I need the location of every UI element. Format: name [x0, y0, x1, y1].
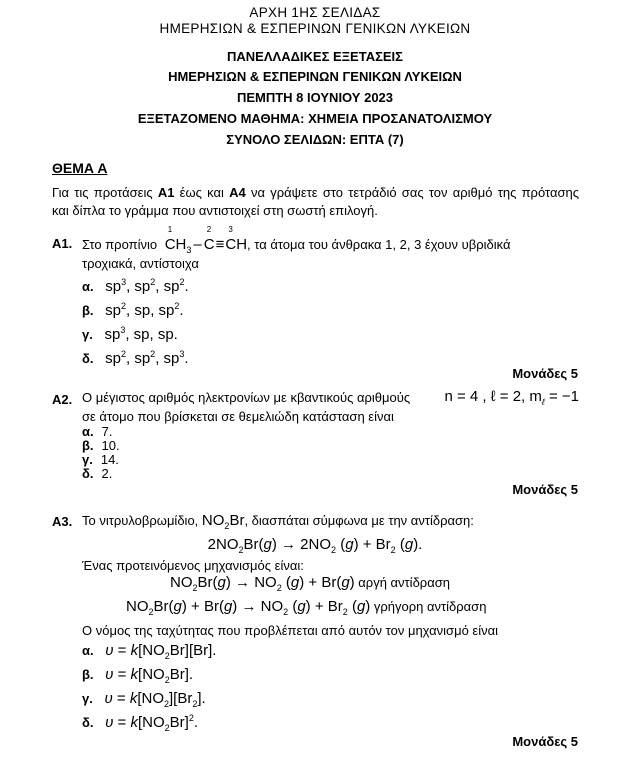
units-a2: Μονάδες 5 — [512, 482, 578, 497]
option-a1-c: γ. $sp^3$, sp, sp. — [82, 325, 178, 343]
option-a2-c: γ. 14. — [82, 452, 119, 467]
exam-schools: ΗΜΕΡΗΣΙΩΝ & ΕΣΠΕΡΙΝΩΝ ΓΕΝΙΚΩΝ ΛΥΚΕΙΩΝ — [168, 69, 462, 84]
quantum-numbers: n = 4 , ℓ = 2, $m_\ell = -1$ — [444, 388, 579, 407]
option-a3-b: β. $\upsilon = k[NO_2Br]$. — [82, 666, 194, 685]
option-a3-c: γ. $\upsilon = k[NO_2][Br_2]$. — [82, 690, 206, 709]
page-header-line2: ΗΜΕΡΗΣΙΩΝ & ΕΣΠΕΡΙΝΩΝ ΓΕΝΙΚΩΝ ΛΥΚΕΙΩΝ — [159, 21, 471, 36]
option-a3-d: δ. $\upsilon = k[NO_2Br]^2$. — [82, 713, 199, 733]
exam-subject: ΕΞΕΤΑΖΟΜΕΝΟ ΜΑΘΗΜΑ: ΧΗΜΕΙΑ ΠΡΟΣΑΝΑΤΟΛΙΣΜΟΥ — [137, 111, 493, 126]
question-a3-text: Το νιτρυλοβρωμίδιο, $NO_2Br$, διασπάται σύμφωνα με την αντίδραση: — [82, 512, 474, 531]
question-a1-number: Α1. — [52, 236, 73, 251]
exam-page-count: ΣΥΝΟΛΟ ΣΕΛΙΔΩΝ: ΕΠΤΑ (7) — [226, 132, 404, 147]
option-a1-b: β. $sp^2$, sp, $sp^2$. — [82, 301, 184, 319]
page-header-line1: ΑΡΧΗ 1ΗΣ ΣΕΛΙΔΑΣ — [249, 5, 381, 20]
units-a1: Μονάδες 5 — [512, 366, 578, 381]
intro-line1: Για τις προτάσεις Α1 έως και Α4 να γράψετε στο τετράδιό σας τον αριθμό της πρότασης — [52, 185, 579, 200]
option-a2-b: β. 10. — [82, 438, 120, 453]
option-a2-a: α. 7. — [82, 424, 113, 439]
overall-reaction: $2NO_2Br(g) \to 2NO_2$ $(g) + Br_2$ (g). — [207, 536, 423, 555]
nitryl-bromide-formula: $NO_2Br$ — [201, 512, 245, 531]
option-a3-a: α. $\upsilon = k[NO_2Br][Br]$. — [82, 642, 217, 661]
rate-law-intro: Ο νόμος της ταχύτητας που προβλέπεται από αυτόν τον μηχανισμό είναι — [82, 623, 498, 638]
option-a1-a: α. $sp^3$, $sp^2$, $sp^2$. — [82, 277, 189, 295]
units-a3: Μονάδες 5 — [512, 734, 578, 749]
theme-heading: ΘΕΜΑ Α — [52, 160, 108, 176]
option-a2-d: δ. 2. — [82, 466, 113, 481]
intro-line2: και δίπλα το γράμμα που αντιστοιχεί στη σωστή επιλογή. — [52, 203, 378, 218]
question-a2-text: Ο μέγιστος αριθμός ηλεκτρονίων με κβαντικούς αριθμούς n = 4 , ℓ = 2, $m_\ell = -1$ — [82, 388, 579, 407]
question-a1-text-line2: τροχιακά, αντίστοιχα — [82, 256, 199, 271]
question-a2-text-line2: σε άτομο που βρίσκεται σε θεμελιώδη κατάσταση είναι — [82, 409, 394, 424]
mechanism-step2: $NO_2Br(g) + Br(g) \to NO_2$ $(g) + Br_2$ (g) γρήγορη αντίδραση — [126, 598, 487, 617]
question-a2-number: Α2. — [52, 392, 73, 407]
mechanism-intro: Ένας προτεινόμενος μηχανισμός είναι: — [82, 558, 304, 573]
propyne-formula: 1 $CH_3$ – 2 C≡ 3 CH — [164, 225, 248, 255]
exam-date: ΠΕΜΠΤΗ 8 ΙΟΥΝΙΟΥ 2023 — [236, 90, 394, 105]
exam-title: ΠΑΝΕΛΛΑΔΙΚΕΣ ΕΞΕΤΑΣΕΙΣ — [227, 49, 403, 64]
option-a1-d: δ. $sp^2$, $sp^2$, $sp^3$. — [82, 349, 189, 367]
question-a3-number: Α3. — [52, 514, 73, 529]
mechanism-step1: $NO_2Br(g) \to NO_2$ (g) + Br(g) αργή αντίδραση — [170, 574, 450, 593]
question-a1-text: Στο προπίνιο 1 $CH_3$ – 2 C≡ 3 CH, τα άτομα του άνθρακα 1, 2, 3 έχουν υβριδικά — [82, 225, 511, 255]
